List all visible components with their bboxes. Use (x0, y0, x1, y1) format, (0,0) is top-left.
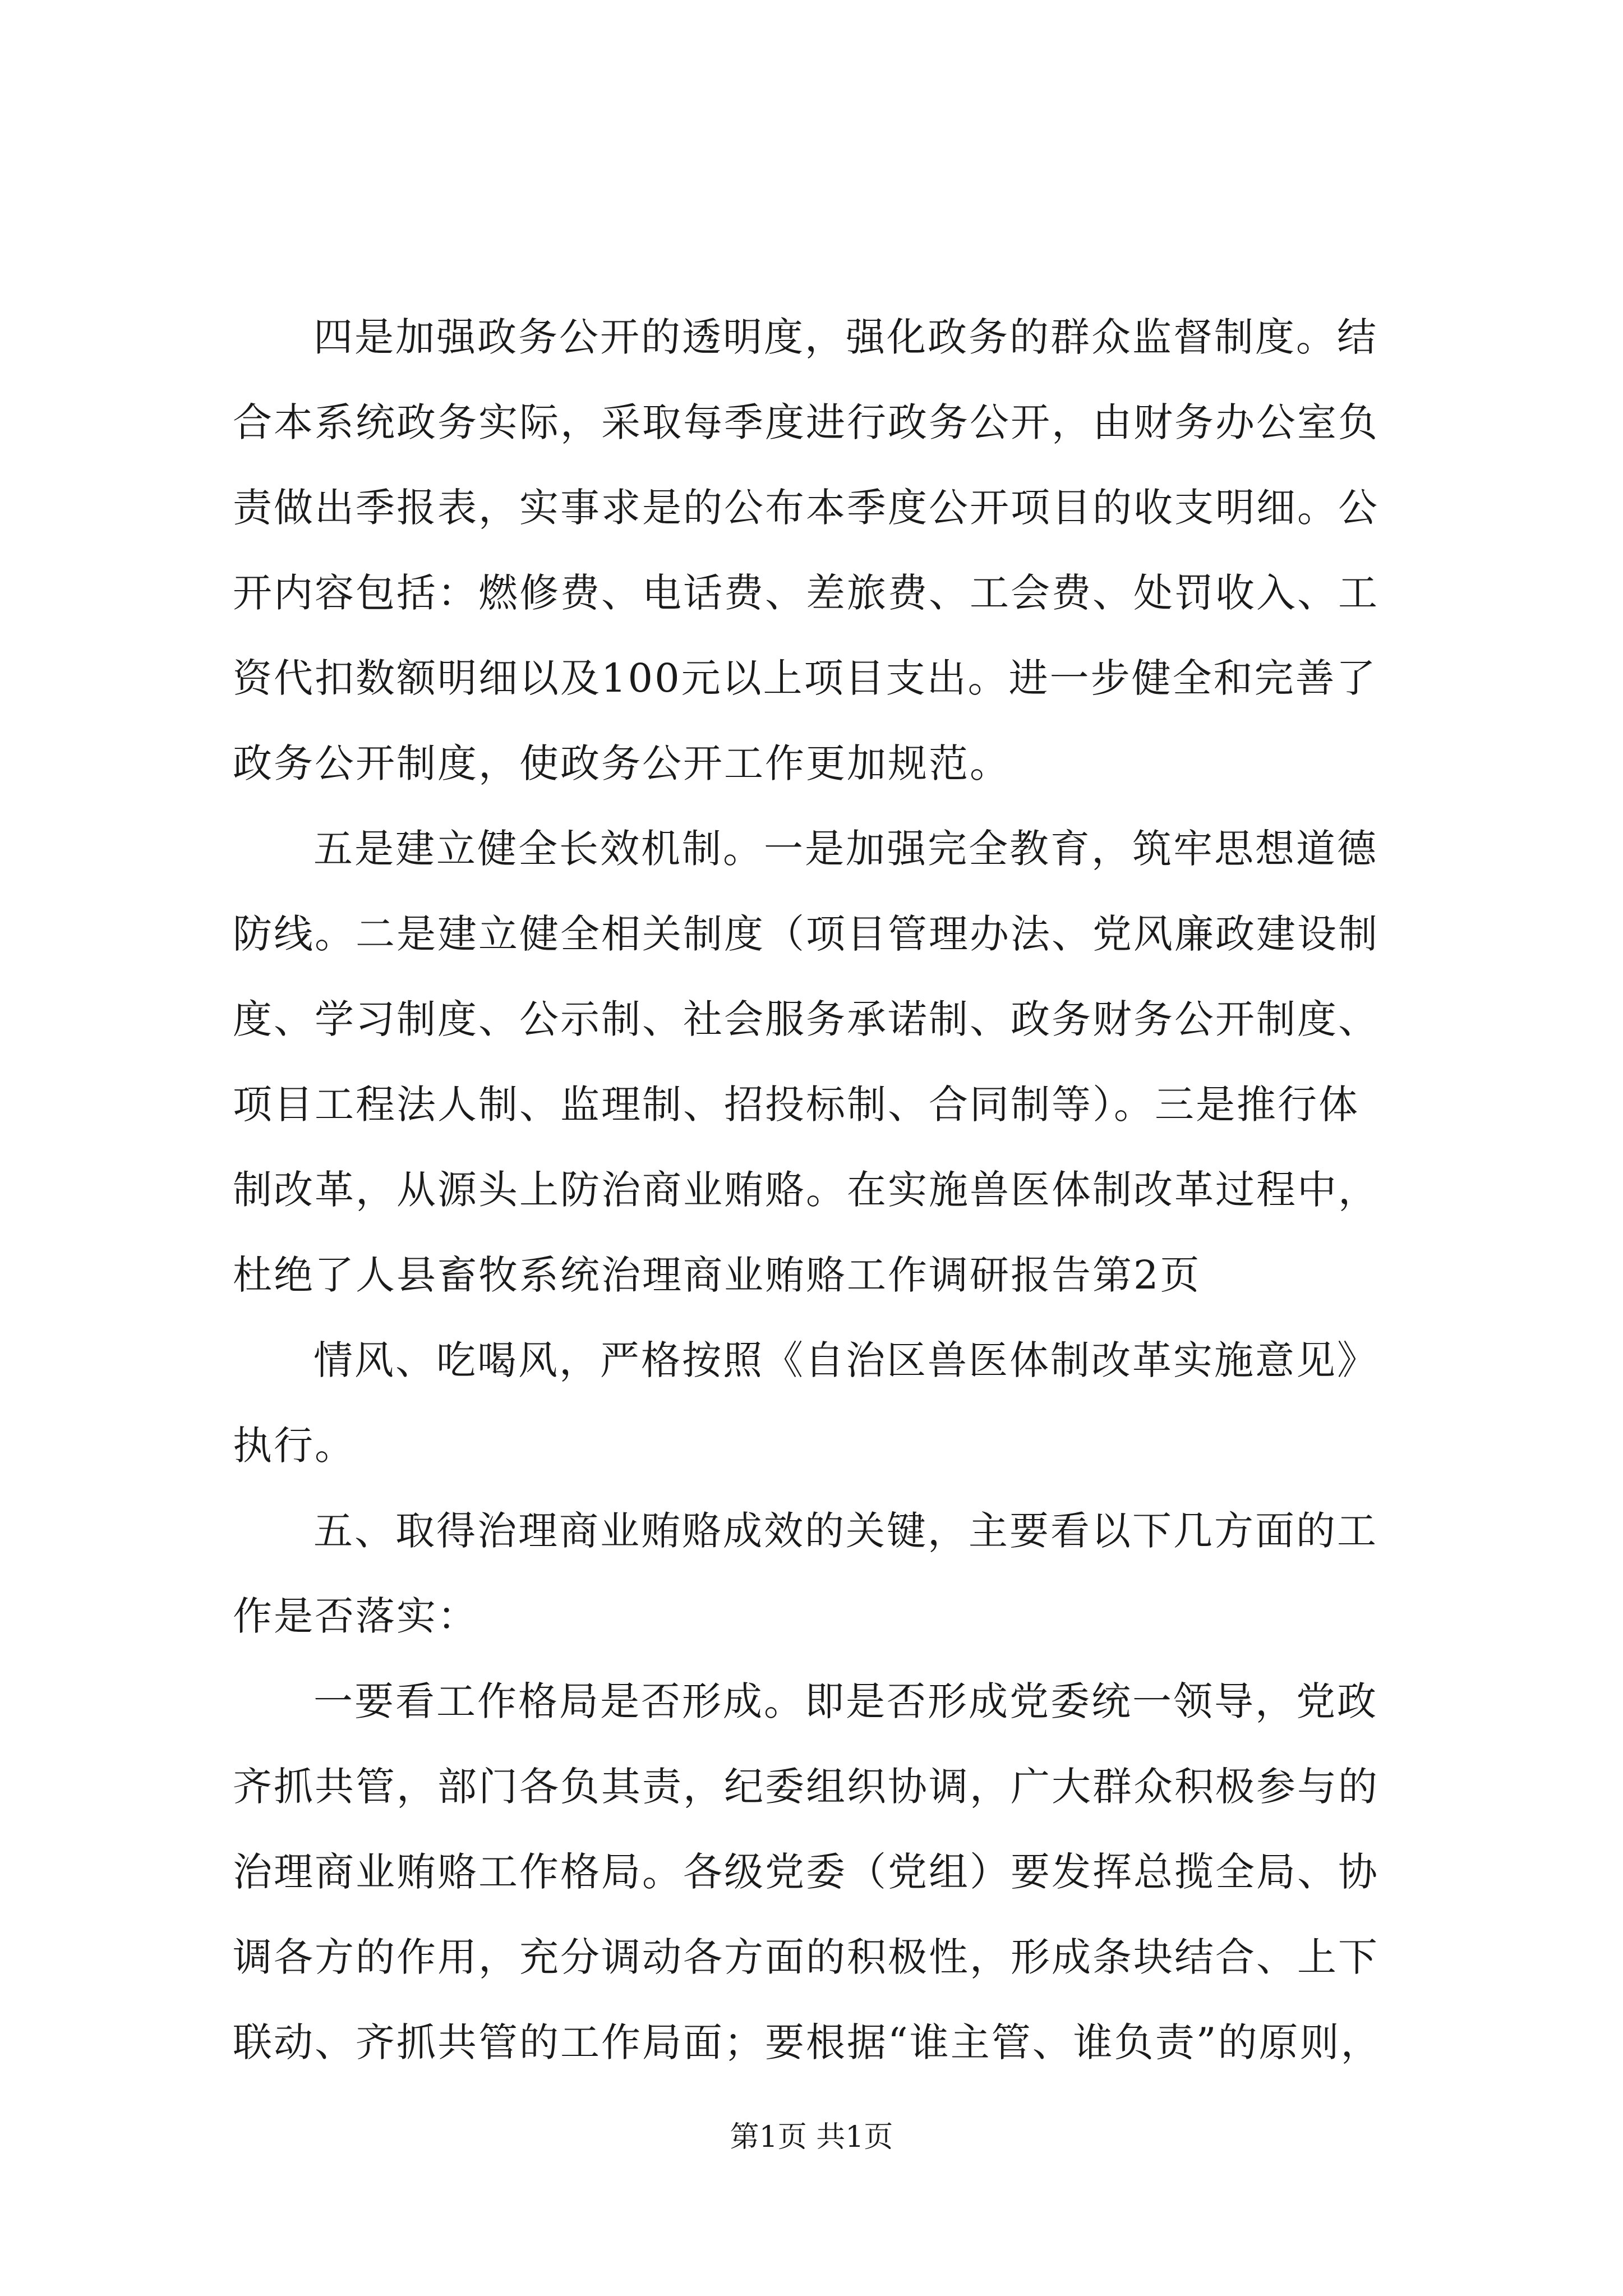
text-line: 一要看工作格局是否形成。即是否形成党委统一领导，党政 (313, 1678, 1378, 1724)
text-line: 度、学习制度、公示制、社会服务承诺制、政务财务公开制度、 (233, 996, 1379, 1042)
text-line: 四是加强政务公开的透明度，强化政务的群众监督制度。结 (313, 314, 1378, 360)
text-line: 制改革，从源头上防治商业贿赂。在实施兽医体制改革过程中， (233, 1167, 1379, 1213)
text-line: 情风、吃喝风，严格按照《自治区兽医体制改革实施意见》 (313, 1337, 1378, 1383)
text-line: 项目工程法人制、监理制、招投标制、合同制等）。三是推行体 (233, 1082, 1359, 1128)
text-line: 五、取得治理商业贿赂成效的关键，主要看以下几方面的工 (313, 1508, 1378, 1554)
text-line: 调各方的作用，充分调动各方面的积极性，形成条块结合、上下 (233, 1934, 1379, 1980)
text-line: 齐抓共管，部门各负其责，纪委组织协调，广大群众积极参与的 (233, 1764, 1379, 1810)
text-line: 作是否落实： (233, 1593, 478, 1639)
text-line: 合本系统政务实际，采取每季度进行政务公开，由财务办公室负 (233, 399, 1379, 445)
document-body (233, 295, 1416, 2085)
text-line: 联动、齐抓共管的工作局面；要根据“谁主管、谁负责”的原则， (233, 2019, 1382, 2065)
text-line: 杜绝了人县畜牧系统治理商业贿赂工作调研报告第2页 (233, 1252, 1201, 1298)
text-line: 政务公开制度，使政务公开工作更加规范。 (233, 740, 1011, 786)
text-line: 防线。二是建立健全相关制度（项目管理办法、党风廉政建设制 (233, 911, 1379, 957)
text-line: 责做出季报表，实事求是的公布本季度公开项目的收支明细。公 (233, 485, 1379, 531)
text-line: 资代扣数额明细以及100元以上项目支出。进一步健全和完善了 (233, 655, 1377, 701)
page-footer: 第1页 共1页 (730, 2120, 893, 2154)
text-line: 五是建立健全长效机制。一是加强完全教育，筑牢思想道德 (313, 826, 1378, 872)
text-line: 治理商业贿赂工作格局。各级党委（党组）要发挥总揽全局、协 (233, 1849, 1379, 1895)
text-line: 开内容包括：燃修费、电话费、差旅费、工会费、处罚收入、工 (233, 570, 1379, 616)
text-line: 执行。 (233, 1423, 356, 1469)
